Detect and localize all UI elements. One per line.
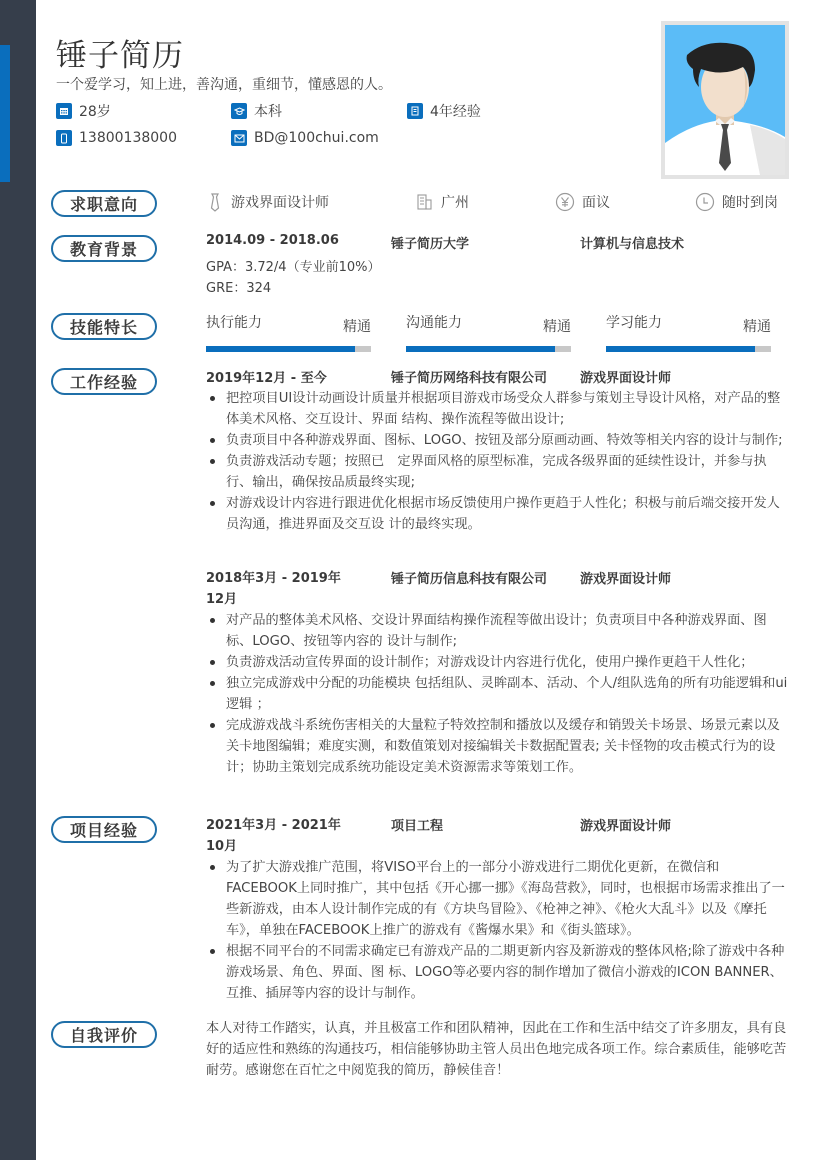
project-period bbox=[206, 815, 341, 857]
duty-item: 对游戏设计内容进行跟进优化根据市场反馈使用户操作更趋于人性化；积极与前后端交接开发人员沟通，推进界面及交互设 计的最终实现。 bbox=[206, 493, 788, 535]
skill-item bbox=[606, 312, 771, 352]
sidebar-accent-bar bbox=[0, 45, 10, 182]
skill-name: 执行能力 bbox=[206, 315, 262, 331]
job-duties bbox=[206, 610, 788, 778]
duty-item: 独立完成游戏中分配的功能模块 包括组队、灵眸副本、活动、个人/组队选角的所有功能逻辑和ui逻辑 ； bbox=[206, 673, 788, 715]
calendar-icon bbox=[56, 103, 72, 119]
project-name: 项目工程 bbox=[391, 819, 444, 834]
avatar-illustration bbox=[665, 25, 785, 175]
section-label-skills: 技能特长 bbox=[51, 313, 157, 340]
info-age bbox=[56, 101, 111, 121]
intent-city bbox=[416, 192, 469, 212]
skill-name: 沟通能力 bbox=[406, 315, 462, 331]
section-label-self: 自我评价 bbox=[51, 1021, 157, 1048]
education-major: 计算机与信息技术 bbox=[580, 237, 685, 252]
job-period bbox=[206, 568, 341, 610]
duty-item: 为了扩大游戏推广范围，将VISO平台上的一部分小游戏进行二期优化更新，在微信和FACEBOOK上同时推广，其中包括《开心挪一挪》《海岛营救》，同时，也根据市场需求推出了一些新游戏，由本人设计制作完成的有《方块鸟冒险》、《枪神之神》、《枪火大乱斗》以及《摩托车》，单独在FACEBOOK上推广的游戏有《酱爆水果》和《街头篮球》。 bbox=[206, 857, 788, 941]
clock-icon bbox=[695, 192, 715, 212]
project-title: 游戏界面设计师 bbox=[580, 819, 672, 834]
skill-bar-fill bbox=[606, 346, 755, 352]
building-icon bbox=[416, 193, 434, 211]
duty-item: 负责项目中各种游戏界面、图标、LOGO、按钮及部分原画动画、特效等相关内容的设计与制作; bbox=[206, 430, 788, 451]
info-degree-value: 本科 bbox=[254, 104, 282, 120]
skill-bar bbox=[606, 346, 771, 352]
project-period-line2: 10月 bbox=[206, 839, 238, 854]
section-label-intent: 求职意向 bbox=[51, 190, 157, 217]
resume-name: 锤子简历 bbox=[56, 38, 184, 74]
duty-item: 根据不同平台的不同需求确定已有游戏产品的二期更新内容及新游戏的整体风格;除了游戏中各种游戏场景、角色、界面、图 标、LOGO等必要内容的制作增加了微信小游戏的ICON BANNER、互推、插屏等内容的设计与制作。 bbox=[206, 941, 788, 1004]
education-gre: GRE：324 bbox=[206, 281, 272, 296]
duty-item: 负责游戏活动专题；按照已 定界面风格的原型标准，完成各级界面的延续性设计，并参与执行、输出，确保按品质最终实现; bbox=[206, 451, 788, 493]
intent-availability bbox=[695, 192, 778, 212]
job-period: 2019年12月 - 至今 bbox=[206, 371, 327, 386]
info-experience bbox=[407, 101, 481, 121]
tie-icon bbox=[206, 192, 224, 212]
education-school: 锤子简历大学 bbox=[391, 237, 470, 252]
skill-bar bbox=[406, 346, 571, 352]
job-period-line2: 12月 bbox=[206, 592, 238, 607]
info-phone bbox=[56, 130, 177, 146]
phone-icon bbox=[56, 130, 72, 146]
duty-item: 对产品的整体美术风格、交设计界面结构操作流程等做出设计；负责项目中各种游戏界面、图标、LOGO、按钮等内容的 设计与制作; bbox=[206, 610, 788, 652]
section-label-project: 项目经验 bbox=[51, 816, 157, 843]
section-label-work: 工作经验 bbox=[51, 368, 157, 395]
project-period-line1: 2021年3月 - 2021年 bbox=[206, 818, 341, 833]
info-degree bbox=[231, 101, 282, 121]
education-gpa: GPA：3.72/4（专业前10%） bbox=[206, 260, 381, 275]
job-duties bbox=[206, 388, 788, 535]
skill-bar-fill bbox=[206, 346, 355, 352]
duty-item: 把控项目UI设计动画设计质量并根据项目游戏市场受众人群参与策划主导设计风格，对产品的整体美术风格、交互设计、界面 结构、操作流程等做出设计; bbox=[206, 388, 788, 430]
education-period: 2014.09 - 2018.06 bbox=[206, 233, 339, 248]
mail-icon bbox=[231, 130, 247, 146]
info-experience-value: 4年经验 bbox=[430, 104, 481, 120]
job-company: 锤子简历网络科技有限公司 bbox=[391, 371, 548, 386]
info-email bbox=[231, 130, 379, 146]
skill-level: 精通 bbox=[543, 319, 571, 335]
skill-level: 精通 bbox=[343, 319, 371, 335]
job-company: 锤子简历信息科技有限公司 bbox=[391, 572, 548, 587]
info-phone-value: 13800138000 bbox=[79, 130, 177, 146]
skill-bar-fill bbox=[406, 346, 555, 352]
job-title: 游戏界面设计师 bbox=[580, 371, 672, 386]
skill-item bbox=[406, 312, 571, 352]
info-age-value: 28岁 bbox=[79, 104, 111, 120]
profile-photo bbox=[661, 21, 789, 179]
project-duties bbox=[206, 857, 788, 1004]
section-label-education: 教育背景 bbox=[51, 235, 157, 262]
duty-item: 负责游戏活动宣传界面的设计制作；对游戏设计内容进行优化，使用户操作更趋干人性化； bbox=[206, 652, 788, 673]
job-period-line1: 2018年3月 - 2019年 bbox=[206, 571, 341, 586]
info-email-value: BD@100chui.com bbox=[254, 130, 379, 146]
intent-city-value: 广州 bbox=[441, 195, 469, 211]
duty-item: 完成游戏战斗系统伤害相关的大量粒子特效控制和播放以及缓存和销毁关卡场景、场景元素以及关卡地图编辑；难度实测，和数值策划对接编辑关卡数据配置表; 关卡怪物的攻击模式行为的设计；协助主策划完成系统功能设定美术资源需求等策划工作。 bbox=[206, 715, 788, 778]
skill-item bbox=[206, 312, 371, 352]
self-evaluation: 本人对待工作踏实，认真，并且极富工作和团队精神，因此在工作和生活中结交了许多朋友，具有良好的适应性和熟练的沟通技巧，相信能够协助主管人员出色地完成各项工作。综合素质佳，能够吃苦耐劳。感谢您在百忙之中阅览我的简历，静候佳音！ bbox=[206, 1021, 787, 1078]
intent-availability-value: 随时到岗 bbox=[722, 195, 778, 211]
intent-position-value: 游戏界面设计师 bbox=[231, 195, 329, 211]
skill-bar bbox=[206, 346, 371, 352]
intent-salary bbox=[555, 192, 610, 212]
document-icon bbox=[407, 103, 423, 119]
job-title: 游戏界面设计师 bbox=[580, 572, 672, 587]
motto: 一个爱学习，知上进，善沟通，重细节，懂感恩的人。 bbox=[56, 77, 392, 93]
skill-level: 精通 bbox=[743, 319, 771, 335]
skill-name: 学习能力 bbox=[606, 315, 662, 331]
yen-icon bbox=[555, 192, 575, 212]
graduation-cap-icon bbox=[231, 103, 247, 119]
intent-position bbox=[206, 192, 329, 212]
intent-salary-value: 面议 bbox=[582, 195, 610, 211]
